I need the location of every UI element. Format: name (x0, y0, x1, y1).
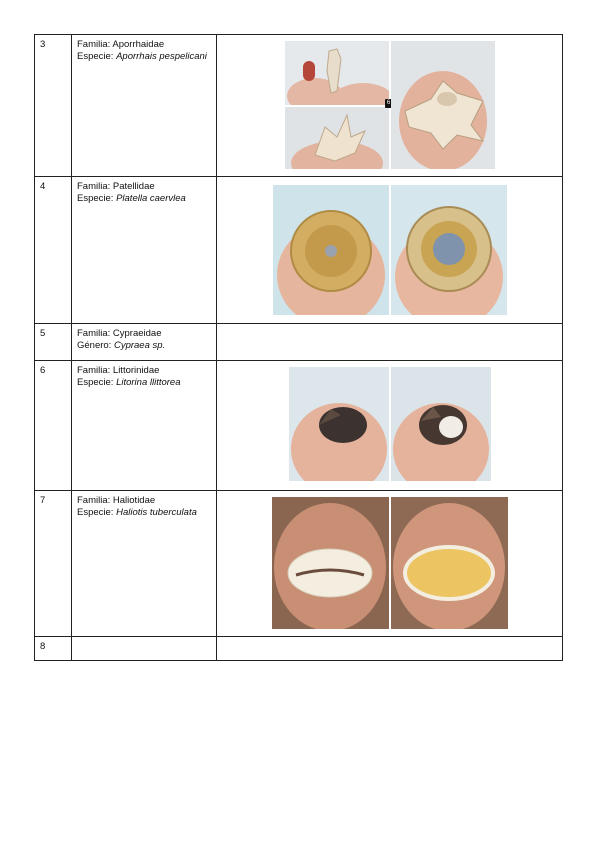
taxonomy-cell (72, 35, 217, 177)
taxon-name: Cypraea sp. (113, 340, 166, 351)
photo-cell (217, 35, 563, 177)
rank-label: Especie: (77, 377, 117, 388)
taxonomy-cell (72, 324, 217, 361)
shell-photo-top-left (285, 41, 389, 105)
taxon-name: Aporrhais pespelicani (116, 51, 207, 62)
family-label: Familia: (77, 365, 113, 376)
photo-cell (217, 491, 563, 637)
row-number: 7 (35, 491, 72, 637)
rank-label: Especie: (77, 507, 117, 518)
aporrhais-shell-image (285, 41, 389, 105)
family-name: Haliotidae (112, 495, 156, 506)
photo-cell (217, 637, 563, 661)
rank-label: Especie: (77, 193, 117, 204)
taxonomy-cell (72, 177, 217, 324)
family-name: Littorinidae (112, 365, 160, 376)
species-table (34, 34, 563, 661)
taxonomy-cell (72, 637, 217, 661)
photo-cell (217, 324, 563, 361)
row-number: 6 (35, 361, 72, 491)
row-number: 4 (35, 177, 72, 324)
table-row (35, 637, 563, 661)
photo-cell (217, 177, 563, 324)
table-row (35, 324, 563, 361)
table-row (35, 35, 563, 177)
taxon-name: Haliotis tuberculata (116, 507, 197, 518)
family-label: Familia: (77, 181, 113, 192)
periwinkle-photo-right (391, 367, 491, 481)
limpet-photo-left (273, 185, 389, 315)
taxon-name: Litorina llittorea (116, 377, 181, 388)
family-label: Familia: (77, 328, 113, 339)
taxonomy-cell (72, 491, 217, 637)
image-index-badge: 6 (386, 100, 391, 106)
photo-cell (217, 361, 563, 491)
taxon-name: Platella caervlea (116, 193, 186, 204)
rank-label: Especie: (77, 51, 117, 62)
rank-label: Género: (77, 340, 114, 351)
table-row (35, 361, 563, 491)
family-label: Familia: (77, 495, 113, 506)
table-row (35, 177, 563, 324)
cowrie-photo-left (272, 497, 389, 629)
shell-photo-bottom-left (285, 107, 389, 169)
family-label: Familia: (77, 39, 113, 50)
cowrie-photo-right (391, 497, 508, 629)
family-name: Aporrhaidae (112, 39, 165, 50)
periwinkle-photo-left (289, 367, 389, 481)
shell-photo-right (391, 41, 495, 169)
row-number: 3 (35, 35, 72, 177)
row-number: 8 (35, 637, 72, 661)
taxonomy-cell (72, 361, 217, 491)
family-name: Patellidae (112, 181, 155, 192)
family-name: Cypraeidae (112, 328, 162, 339)
row-number: 5 (35, 324, 72, 361)
limpet-photo-right (391, 185, 507, 315)
table-row (35, 491, 563, 637)
